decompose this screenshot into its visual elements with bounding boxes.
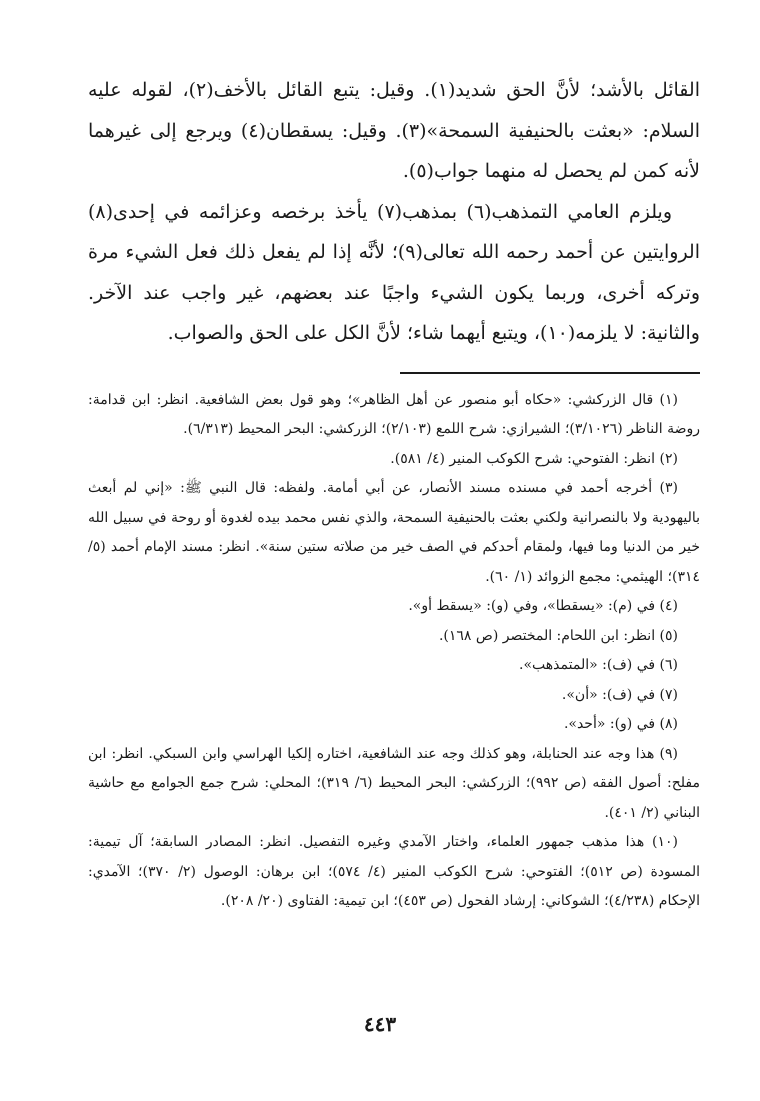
footnote-2: (٢) انظر: الفتوحي: شرح الكوكب المنير (٤/ ٥٨١).	[390, 450, 678, 467]
footnote-7: (٧) في (ف): «أن».	[561, 686, 678, 703]
footnote-4: (٤) في (م): «يسقطا»، وفي (و): «يسقط أو».	[408, 598, 678, 614]
footnote-10: (١٠) هذا مذهب جمهور العلماء، واختار الآمدي وغيره التفصيل. انظر: المصادر السابقة؛ آل تيمية: المسودة (ص ٥١٢)؛ الفتوحي: شرح الكوكب المنير (٤/ ٥٧٤)؛ ابن برهان: الوصول (٢/ ٣٧٠)؛ الآمدي: الإحكام (٤/٢٣٨)؛ الشوكاني: إرشاد الفحول (ص ٤٥٣)؛ ابن تيمية: الفتاوى (٢٠/ ٢٠٨).	[88, 834, 701, 909]
footnote-separator	[400, 372, 700, 374]
footnote-6: (٦) في (ف): «المتمذهب».	[519, 657, 678, 673]
footnotes	[88, 386, 700, 917]
footnote-5: (٥) انظر: ابن اللحام: المختصر (ص ١٦٨).	[438, 627, 678, 644]
page-content	[88, 70, 700, 917]
footnote-9: (٩) هذا وجه عند الحنابلة، وهو كذلك وجه عند الشافعية، اختاره إلكيا الهراسي وابن السبكي. انظر: ابن مفلح: أصول الفقه (ص ٩٩٢)؛ الزركشي: البحر المحيط (٦/ ٣١٩)؛ المحلي: شرح جمع الجوامع مع حاشية البناني (٢/ ٤٠١).	[88, 745, 701, 821]
page-number: ٤٤٣	[363, 1012, 397, 1036]
footnote-1: (١) قال الزركشي: «حكاه أبو منصور عن أهل الظاهر»؛ وهو قول بعض الشافعية. انظر: ابن قدامة: روضة الناظر (٣/١٠٢٦)؛ الشيرازي: شرح اللمع (٢/١٠٣)؛ الزركشي: البحر المحيط (٦/٣١٣).	[88, 391, 700, 437]
main-paragraph-1: القائل بالأشد؛ لأنَّ الحق شديد(١). وقيل: يتبع القائل بالأخف(٢)، لقوله عليه السلام: «بعثت بالحنيفية السمحة»(٣). وقيل: يسقطان(٤) ويرجع إلى غيرهما لأنه كمن لم يحصل له منهما جواب(٥).	[88, 79, 701, 182]
main-paragraph-2: ويلزم العامي التمذهب(٦) بمذهب(٧) يأخذ برخصه وعزائمه في إحدى(٨) الروايتين عن أحمد رحمه الله تعالى(٩)؛ لأنَّه إذا لم يفعل ذلك فعل الشيء مرة وتركه أخرى، وربما يكون الشيء واجبًا عند بعضهم، غير واجب عند الآخر. والثانية: لا يلزمه(١٠)، ويتبع أيهما شاء؛ لأنَّ الكل على الحق والصواب.	[88, 200, 700, 344]
footnote-3: (٣) أخرجه أحمد في مسنده مسند الأنصار، عن أبي أمامة. ولفظه: قال النبي ﷺ: «إني لم أبعث باليهودية ولا بالنصرانية ولكني بعثت بالحنيفية السمحة، والذي نفس محمد بيده لغدوة أو روحة في سبيل الله خير من الدنيا وما فيها، ولمقام أحدكم في الصف خير من صلاته ستين سنة». انظر: مسند الإمام أحمد (٥/ ٣١٤)؛ الهيثمي: مجمع الزوائد (١/ ٦٠).	[88, 480, 700, 585]
main-text	[88, 70, 700, 354]
footnote-8: (٨) في (و): «أحد».	[563, 716, 678, 732]
